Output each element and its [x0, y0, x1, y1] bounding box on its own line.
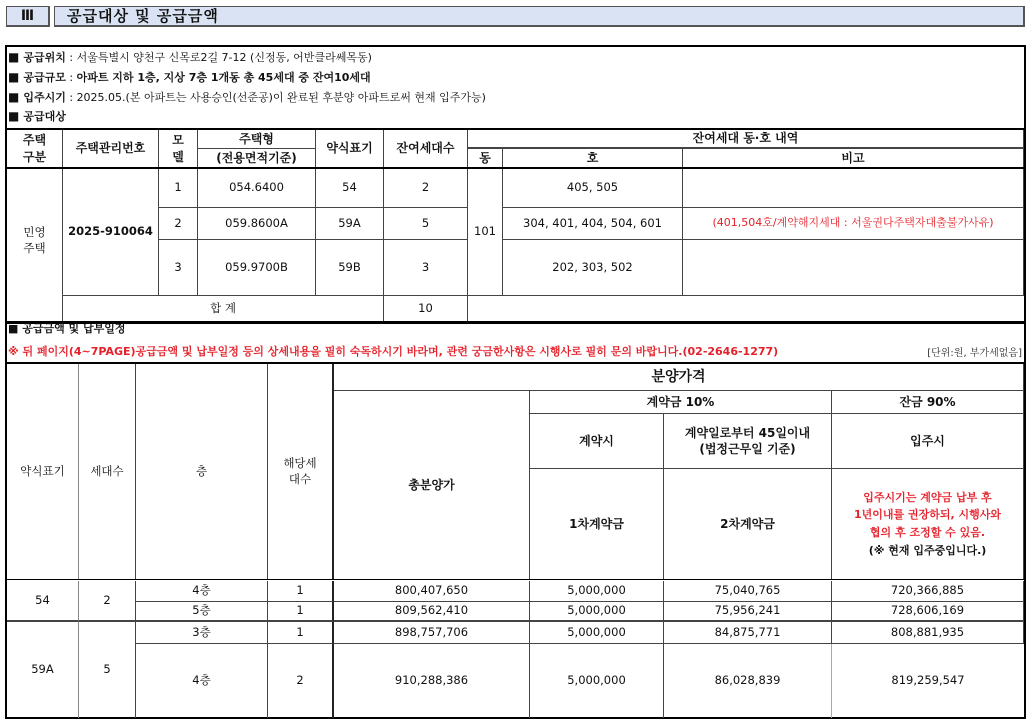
info-move-in: ■ 입주시기 : 2025.05.(본 아파트는 사용승인(선준공)이 완료된 후분양 아파트로써 현재 입주가능): [8, 90, 486, 104]
cell-first-deposit: 5,000,000: [530, 602, 664, 622]
bullet-square-icon: ■: [8, 70, 20, 84]
cell-remaining: 5: [384, 208, 468, 240]
info-value: 2025.05.(본 아파트는 사용승인(선준공)이 완료된 후분양 아파트로써 현재 입주가능): [76, 91, 486, 104]
info-supply-target: [8, 107, 66, 125]
cell-floor: 4층: [136, 644, 268, 718]
header-within-45-days: 계약일로부터 45일이내 (법정근무일 기준): [664, 414, 832, 469]
cell-mgmt-no: 2025-910064: [63, 169, 159, 296]
cell-model: 3: [159, 240, 198, 296]
header-abbr: 약식표기: [316, 130, 384, 168]
cell-first-deposit: 5,000,000: [530, 622, 664, 644]
header-ho: 호: [503, 149, 683, 168]
info-value: 서울특별시 양천구 신목로2길 7-12 (신정동, 어반클라쎄목동): [76, 51, 372, 64]
header-dong: 동: [468, 149, 503, 168]
cell-abbr: 54: [316, 169, 384, 208]
move-in-note: [832, 469, 1024, 580]
cell-households: 5: [79, 622, 136, 718]
cell-ho: 304, 401, 404, 504, 601: [503, 208, 683, 240]
info-label: 공급위치: [23, 51, 66, 64]
cell-count: 1: [268, 622, 334, 644]
cell-remarks: (401,504호/계약해지세대 : 서울권다주택자대출불가사유): [683, 208, 1024, 240]
cell-count: 2: [268, 644, 334, 718]
header-move-in: 입주시: [832, 414, 1024, 469]
cell-abbr: 59B: [316, 240, 384, 296]
header-first-deposit: 1차계약금: [530, 469, 664, 580]
cell-house-type: 054.6400: [198, 169, 316, 208]
info-value: 아파트 지하 1층, 지상 7층 1개동 총 45세대 중 잔여10세대: [76, 71, 371, 84]
cell-total-price: 800,407,650: [334, 581, 530, 602]
section-title: 공급대상 및 공급금액: [54, 6, 1025, 27]
cell-model: 1: [159, 169, 198, 208]
cell-total-price: 809,562,410: [334, 602, 530, 622]
cell-remarks: [683, 240, 1024, 296]
header-model: 모 델: [159, 130, 198, 168]
cell-remaining: 2: [384, 169, 468, 208]
cell-first-deposit: 5,000,000: [530, 581, 664, 602]
move-in-note-red: 입주시기는 계약금 납부 후 1년이내를 권장하되, 시행사와 협의 후 조정할 수 있음.: [853, 490, 1001, 539]
total-value: 10: [384, 296, 468, 322]
cell-ho: 405, 505: [503, 169, 683, 208]
bullet-square-icon: ■: [8, 50, 20, 64]
cell-dong: 101: [468, 169, 503, 296]
header-households: 세대수: [79, 364, 136, 580]
cell-balance: 819,259,547: [891, 673, 965, 688]
header-deposit-group: 계약금 10%: [530, 391, 832, 414]
cell-second-deposit: 84,875,771: [664, 622, 832, 644]
header-remaining: 잔여세대수: [384, 130, 468, 168]
move-in-note-current: (※ 현재 입주중입니다.): [868, 543, 987, 557]
bullet-square-icon: ■: [8, 109, 20, 123]
header-type: 주택 구분: [7, 130, 63, 168]
cell-balance: 720,366,885: [832, 581, 1024, 602]
cell-house-type: 059.9700B: [198, 240, 316, 296]
total-label: 합 계: [63, 296, 384, 322]
header-price-group: 분양가격: [334, 364, 1024, 391]
cell-second-deposit: 75,040,765: [664, 581, 832, 602]
cell-model: 2: [159, 208, 198, 240]
cell-ho: 202, 303, 502: [503, 240, 683, 296]
info-scale: ■ 공급규모 : 아파트 지하 1층, 지상 7층 1개동 총 45세대 중 잔여10세대: [8, 70, 371, 84]
cell-house-type: 059.8600A: [198, 208, 316, 240]
cell-balance: 728,606,169: [832, 602, 1024, 622]
header-house-type: 주택형: [198, 130, 316, 149]
bullet-square-icon: ■: [8, 90, 20, 104]
cell-second-deposit: 86,028,839: [664, 644, 832, 718]
header-detail-group: 잔여세대 동·호 내역: [468, 130, 1024, 149]
cell-floor: 3층: [136, 622, 268, 644]
unit-label: [단위:원, 부가세없음]: [927, 348, 1022, 359]
cell-households: 2: [79, 581, 136, 622]
cell-first-deposit: 5,000,000: [530, 644, 664, 718]
total-empty: [468, 296, 1024, 322]
header-mgmt-no: 주택관리번호: [63, 130, 159, 168]
header-floor-households: 해당세 대수: [268, 364, 334, 580]
header-abbr: 약식표기: [7, 364, 79, 580]
cell-abbr: 59A: [7, 622, 79, 718]
cell-type: 민영 주택: [7, 169, 63, 322]
cell-remarks: [683, 169, 1024, 208]
header-second-deposit: 2차계약금: [664, 469, 832, 580]
price-section-heading: ■ 공급금액 및 납부일정: [8, 322, 126, 335]
info-label: 공급대상: [23, 110, 66, 123]
section-number: Ⅲ: [6, 6, 50, 27]
cell-remaining: 3: [384, 240, 468, 296]
info-label: 입주시기: [23, 91, 66, 104]
cell-second-deposit: 75,956,241: [664, 602, 832, 622]
header-at-contract: 계약시: [530, 414, 664, 469]
info-label: 공급규모: [23, 71, 66, 84]
cell-abbr: 54: [7, 581, 79, 622]
header-house-type-sub: (전용면적기준): [198, 149, 316, 168]
header-remarks: 비고: [683, 149, 1024, 168]
header-floor: 층: [136, 364, 268, 580]
price-notice: ※ 뒤 페이지(4~7PAGE)공급금액 및 납부일정 등의 상세내용을 필히 숙독하시기 바라며, 관련 궁금한사항은 시행사로 필히 문의 바랍니다.(02-2646-1277): [8, 345, 779, 358]
cell-total-price: 898,757,706: [334, 622, 530, 644]
cell-floor: 5층: [136, 602, 268, 622]
cell-abbr: 59A: [316, 208, 384, 240]
header-balance-group: 잔금 90%: [832, 391, 1024, 414]
cell-count: 1: [268, 602, 334, 622]
header-total-price: 총분양가: [334, 391, 530, 580]
cell-total-price: 910,288,386: [334, 644, 530, 718]
cell-count: 1: [268, 581, 334, 602]
cell-floor: 4층: [136, 581, 268, 602]
cell-balance: 808,881,935: [832, 622, 1024, 644]
info-location: ■ 공급위치 : 서울특별시 양천구 신목로2길 7-12 (신정동, 어반클라쎄목동): [8, 50, 372, 64]
